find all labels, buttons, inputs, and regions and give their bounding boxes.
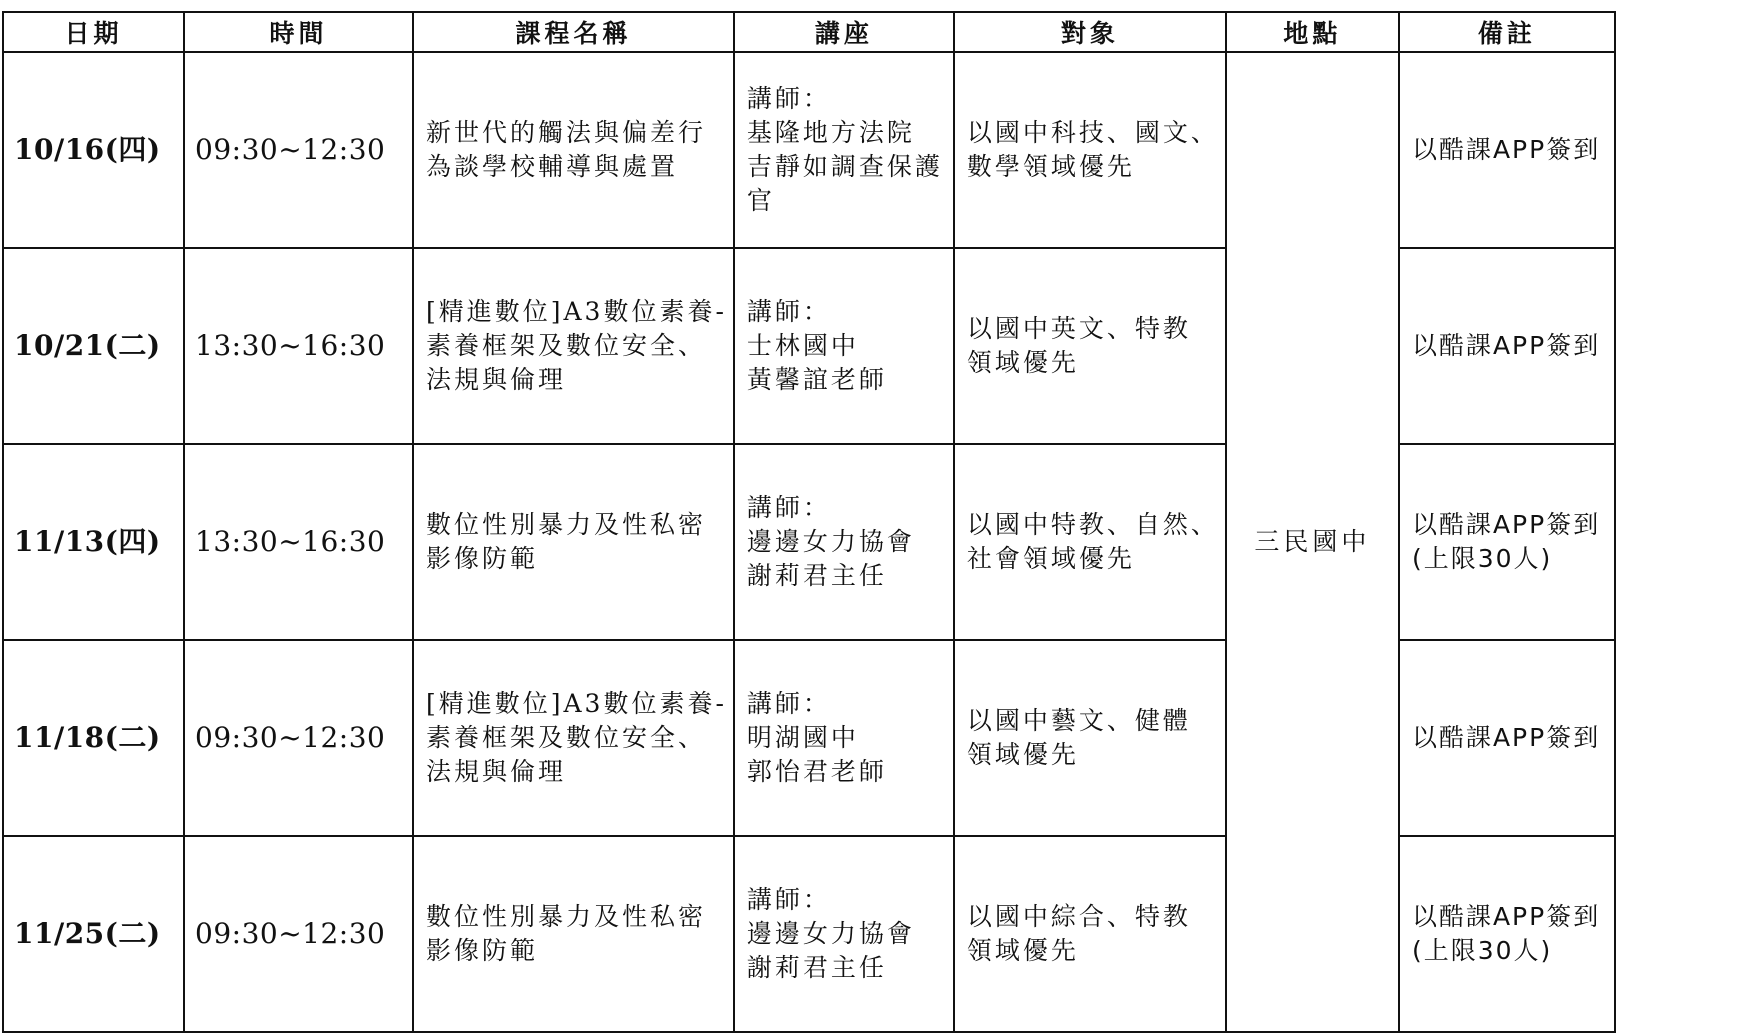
table-row: [3, 52, 1615, 248]
course-line: 法規與倫理: [426, 757, 567, 786]
audience-cell: [954, 836, 1226, 1032]
course-line: 素養框架及數位安全、: [426, 331, 707, 360]
course-line: 數位性別暴力及性私密: [426, 510, 707, 539]
note-cell: [1399, 248, 1615, 444]
time-cell: 09:30~12:30: [184, 640, 413, 836]
lecturer-line: 郭怡君老師: [746, 757, 887, 786]
header-time: 時間: [184, 12, 413, 52]
header-note: 備註: [1399, 12, 1615, 52]
audience-cell: [954, 640, 1226, 836]
time-cell: 09:30~12:30: [184, 52, 413, 248]
header-course: 課程名稱: [413, 12, 734, 52]
note-line: 以酷課APP簽到: [1411, 135, 1601, 164]
course-schedule-table: [2, 11, 1616, 1033]
lecturer-line: 講師：: [746, 885, 831, 914]
lecturer-line: 講師：: [746, 689, 831, 718]
header-lecturer: 講座: [734, 12, 954, 52]
lecturer-line: 明湖國中: [746, 723, 859, 752]
table-header-row: [3, 12, 1615, 52]
lecturer-cell: [734, 640, 954, 836]
note-cell: [1399, 52, 1615, 248]
note-cell: [1399, 444, 1615, 640]
course-cell: [413, 248, 734, 444]
header-date: 日期: [3, 12, 184, 52]
note-cell: [1399, 836, 1615, 1032]
note-line: (上限30人): [1411, 936, 1553, 965]
audience-line: 以國中特教、自然、: [966, 510, 1219, 539]
course-line: [精進數位]A3數位素養-: [426, 297, 727, 326]
note-line: 以酷課APP簽到: [1411, 331, 1601, 360]
note-line: 以酷課APP簽到: [1411, 723, 1601, 752]
note-line: 以酷課APP簽到: [1411, 510, 1601, 539]
audience-line: 以國中科技、國文、: [966, 118, 1219, 147]
lecturer-line: 官: [746, 186, 775, 215]
lecturer-line: 吉靜如調查保護: [746, 152, 943, 181]
time-cell: 13:30~16:30: [184, 444, 413, 640]
location-cell: 三民國中: [1226, 52, 1399, 1032]
lecturer-line: 講師：: [746, 297, 831, 326]
note-line: (上限30人): [1411, 544, 1553, 573]
course-cell: [413, 640, 734, 836]
header-location: 地點: [1226, 12, 1399, 52]
lecturer-cell: [734, 52, 954, 248]
date-cell: 10/21(二): [3, 248, 184, 444]
audience-line: 領域優先: [966, 740, 1079, 769]
course-line: [精進數位]A3數位素養-: [426, 689, 727, 718]
lecturer-cell: [734, 248, 954, 444]
audience-line: 領域優先: [966, 936, 1079, 965]
note-cell: [1399, 640, 1615, 836]
lecturer-line: 講師：: [746, 84, 831, 113]
course-line: 素養框架及數位安全、: [426, 723, 707, 752]
lecturer-line: 邊邊女力協會: [746, 919, 915, 948]
audience-line: 以國中藝文、健體: [966, 706, 1191, 735]
date-cell: 11/18(二): [3, 640, 184, 836]
note-line: 以酷課APP簽到: [1411, 902, 1601, 931]
date-cell: 11/25(二): [3, 836, 184, 1032]
course-line: 為談學校輔導與處置: [426, 152, 679, 181]
date-cell: 11/13(四): [3, 444, 184, 640]
course-line: 影像防範: [426, 544, 539, 573]
course-line: 數位性別暴力及性私密: [426, 902, 707, 931]
time-cell: 09:30~12:30: [184, 836, 413, 1032]
header-audience: 對象: [954, 12, 1226, 52]
course-cell: [413, 52, 734, 248]
course-cell: [413, 444, 734, 640]
date-cell: 10/16(四): [3, 52, 184, 248]
lecturer-line: 黃馨誼老師: [746, 365, 887, 394]
course-line: 法規與倫理: [426, 365, 567, 394]
lecturer-line: 士林國中: [746, 331, 859, 360]
lecturer-cell: [734, 836, 954, 1032]
audience-line: 領域優先: [966, 348, 1079, 377]
lecturer-line: 邊邊女力協會: [746, 527, 915, 556]
audience-cell: [954, 444, 1226, 640]
lecturer-cell: [734, 444, 954, 640]
audience-cell: [954, 248, 1226, 444]
lecturer-line: 講師：: [746, 493, 831, 522]
lecturer-line: 謝莉君主任: [746, 561, 887, 590]
lecturer-line: 基隆地方法院: [746, 118, 915, 147]
audience-cell: [954, 52, 1226, 248]
lecturer-line: 謝莉君主任: [746, 953, 887, 982]
course-line: 新世代的觸法與偏差行: [426, 118, 707, 147]
course-line: 影像防範: [426, 936, 539, 965]
audience-line: 社會領域優先: [966, 544, 1135, 573]
audience-line: 以國中英文、特教: [966, 314, 1191, 343]
audience-line: 以國中綜合、特教: [966, 902, 1191, 931]
audience-line: 數學領域優先: [966, 152, 1135, 181]
time-cell: 13:30~16:30: [184, 248, 413, 444]
course-cell: [413, 836, 734, 1032]
